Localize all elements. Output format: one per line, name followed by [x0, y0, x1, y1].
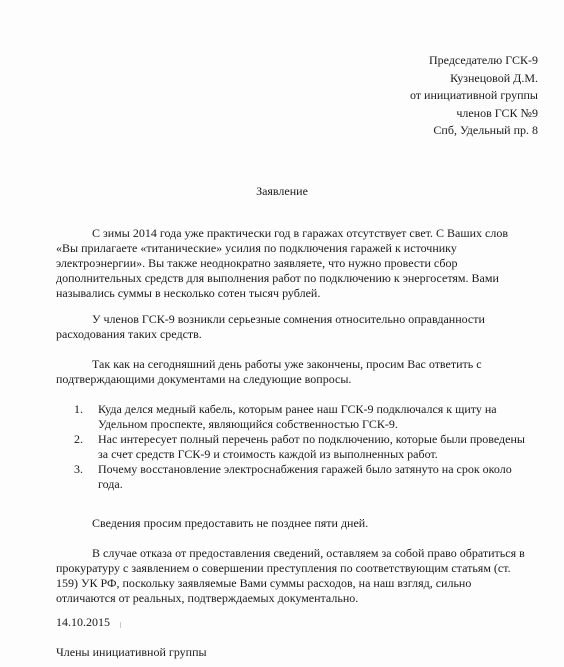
addressee-line: Кузнецовой Д.М.: [450, 70, 538, 85]
signature-label: Члены инициативной группы: [56, 645, 207, 659]
list-item: [56, 462, 528, 492]
paragraph: В случае отказа от предоставления сведений, оставляем за собой право обратиться в прокуратуру с заявлением о совершении преступления по соответствующим статьям (ст. 159) УК РФ, поскольку заявляемые Вами суммы расходов, на наш взгляд, сильно отличаются от реальных, подтверждаемых документально.: [56, 546, 525, 605]
paragraph: Сведения просим предоставить не позднее пяти дней.: [92, 516, 369, 530]
questions-list: [56, 402, 528, 492]
document-title: Заявление: [256, 184, 308, 198]
paragraph: Так как на сегодняшний день работы уже закончены, просим Вас ответить с подтверждающими документами на следующие вопросы.: [56, 357, 482, 386]
document-date: 14.10.2015: [56, 615, 110, 629]
list-item: [56, 432, 528, 462]
list-item-number: 2.: [74, 432, 83, 446]
addressee-line: Спб, Удельный пр. 8: [433, 123, 538, 137]
paragraph: У членов ГСК-9 возникли серьезные сомнения относительно оправданности расходования таких средств.: [56, 312, 485, 341]
scan-mark: [120, 622, 121, 628]
addressee-line: Председателю ГСК-9: [428, 53, 538, 67]
addressee-line: от инициативной группы: [409, 88, 538, 102]
list-item-text: Почему восстановление электроснабжения гаражей было затянуто на срок около года.: [98, 462, 512, 491]
list-item: [56, 402, 528, 432]
paragraph: С зимы 2014 года уже практически год в гаражах отсутствует свет. С Ваших слов «Вы прилагаете «титанические» усилия по подключения гаражей к источнику электроэнергии». Вы также неоднократно заявляете, что нужно провести сбор дополнительных средств для выполнения работ по подключению к энергосетям. Вами назывались суммы в несколько сотен тысяч рублей.: [56, 226, 508, 300]
list-item-number: 3.: [74, 462, 83, 476]
list-item-text: Куда делся медный кабель, которым ранее наш ГСК-9 подключался к щиту на Удельном проспекте, являющийся собственностью ГСК-9.: [98, 402, 497, 431]
addressee-block: [410, 52, 538, 140]
list-item-text: Нас интересует полный перечень работ по подключению, которые были проведены за счет средств ГСК-9 и стоимость каждой из выполненных работ.: [98, 432, 525, 461]
list-item-number: 1.: [74, 402, 83, 416]
addressee-line: членов ГСК №9: [456, 105, 538, 120]
